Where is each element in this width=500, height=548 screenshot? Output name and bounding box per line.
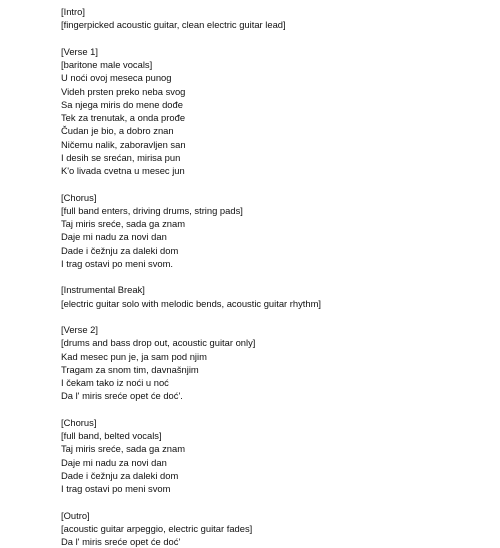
section-intro: [61, 5, 491, 32]
lyric-line: Taj miris sreće, sada ga znam: [61, 217, 491, 230]
section-outro: [61, 509, 491, 548]
lyric-line: I čekam tako iz noći u noć: [61, 376, 491, 389]
lyric-line: K'o livada cvetna u mesec jun: [61, 164, 491, 177]
performance-note: [full band enters, driving drums, string pads]: [61, 204, 491, 217]
performance-note: [drums and bass drop out, acoustic guitar only]: [61, 336, 491, 349]
performance-note: [acoustic guitar arpeggio, electric guitar fades]: [61, 522, 491, 535]
lyric-line: Sa njega miris do mene dođe: [61, 98, 491, 111]
lyric-line: Daje mi nadu za novi dan: [61, 456, 491, 469]
section-instrumental-break: [61, 283, 491, 310]
lyric-line: Kad mesec pun je, ja sam pod njim: [61, 350, 491, 363]
performance-note: [baritone male vocals]: [61, 58, 491, 71]
lyric-line: Videh prsten preko neba svog: [61, 85, 491, 98]
section-heading: [Instrumental Break]: [61, 283, 491, 296]
lyric-line: Ničemu nalik, zaboravljen san: [61, 138, 491, 151]
lyric-line: Tek za trenutak, a onda prođe: [61, 111, 491, 124]
lyric-line: U noći ovoj meseca punog: [61, 71, 491, 84]
lyric-line: Dade i čežnju za daleki dom: [61, 244, 491, 257]
lyric-line: Da l' miris sreće opet će doć': [61, 535, 491, 548]
section-heading: [Intro]: [61, 5, 491, 18]
performance-note: [full band, belted vocals]: [61, 429, 491, 442]
performance-note: [fingerpicked acoustic guitar, clean electric guitar lead]: [61, 18, 491, 31]
section-heading: [Verse 1]: [61, 45, 491, 58]
section-verse-2: [61, 323, 491, 403]
lyric-line: Taj miris sreće, sada ga znam: [61, 442, 491, 455]
lyric-line: Tragam za snom tim, davnašnjim: [61, 363, 491, 376]
section-heading: [Outro]: [61, 509, 491, 522]
performance-note: [electric guitar solo with melodic bends, acoustic guitar rhythm]: [61, 297, 491, 310]
lyrics-document: [61, 5, 491, 500]
section-heading: [Verse 2]: [61, 323, 491, 336]
section-heading: [Chorus]: [61, 416, 491, 429]
lyric-line: I trag ostavi po meni svom.: [61, 257, 491, 270]
section-chorus-1: [61, 191, 491, 271]
section-chorus-2: [61, 416, 491, 496]
lyric-line: I trag ostavi po meni svom: [61, 482, 491, 495]
section-verse-1: [61, 45, 491, 178]
lyric-line: I desih se srećan, mirisa pun: [61, 151, 491, 164]
lyric-line: Da l' miris sreće opet će doć'.: [61, 389, 491, 402]
lyric-line: Čudan je bio, a dobro znan: [61, 124, 491, 137]
lyric-line: Dade i čežnju za daleki dom: [61, 469, 491, 482]
lyric-line: Daje mi nadu za novi dan: [61, 230, 491, 243]
section-heading: [Chorus]: [61, 191, 491, 204]
